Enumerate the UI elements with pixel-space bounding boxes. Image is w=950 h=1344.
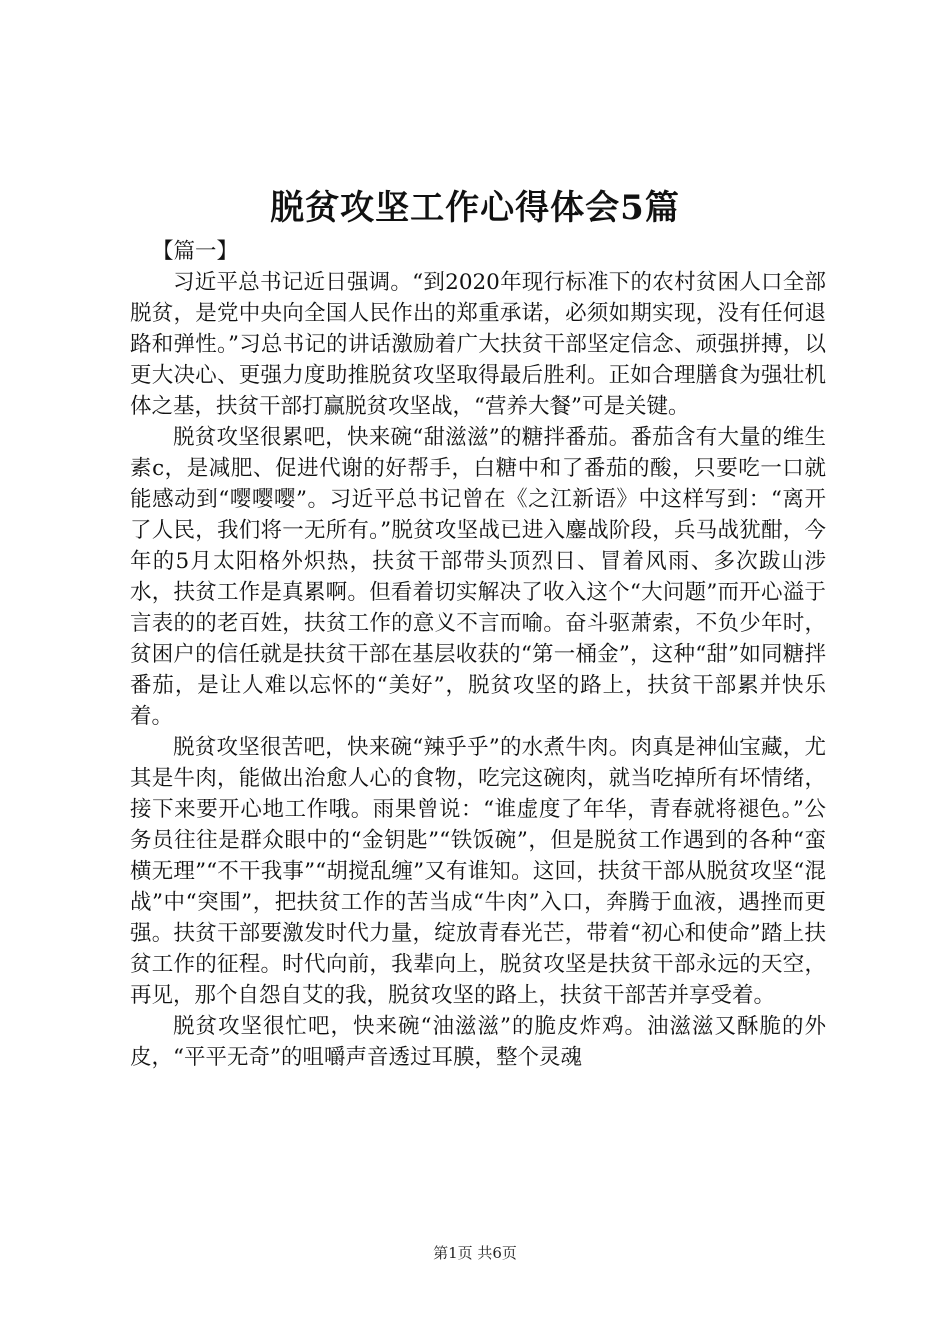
- document-title: 脱贫攻坚工作心得体会5篇: [270, 188, 680, 228]
- paragraph-2: 脱贫攻坚很累吧，快来碗“甜滋滋”的糖拌番茄。番茄含有大量的维生素c，是减肥、促进代谢的好帮手，白糖中和了番茄的酸，只要吃一口就能感动到“嘤嘤嘤”。习近平总书记曾在《之江新语》中这样写到：“离开了人民，我们将一无所有。”脱贫攻坚战已进入鏖战阶段，兵马战犹酣，今年的5月太阳格外炽热，扶贫干部带头顶烈日、冒着风雨、多次跋山涉水，扶贫工作是真累啊。但看着切实解决了收入这个“大问题”而开心溢于言表的的老百姓，扶贫工作的意义不言而喻。奋斗驱萧索，不负少年时，贫困户的信任就是扶贫干部在基层收获的“第一桶金”，这种“甜”如同糖拌番茄，是让人难以忘怀的“美好”，脱贫攻坚的路上，扶贫干部累并快乐着。: [130, 425, 826, 729]
- document-body: [130, 236, 826, 1073]
- paragraph-1: 习近平总书记近日强调。“到2020年现行标准下的农村贫困人口全部脱贫，是党中央向全国人民作出的郑重承诺，必须如期实现，没有任何退路和弹性。”习总书记的讲话激励着广大扶贫干部坚定信念、顽强拼搏，以更大决心、更强力度助推脱贫攻坚取得最后胜利。正如合理膳食为强壮机体之基，扶贫干部打赢脱贫攻坚战，“营养大餐”可是关键。: [130, 270, 826, 419]
- paragraph-4: 脱贫攻坚很忙吧，快来碗“油滋滋”的脆皮炸鸡。油滋滋又酥脆的外皮，“平平无奇”的咀嚼声音透过耳膜，整个灵魂: [130, 1014, 826, 1070]
- page-footer: 第1页 共6页: [433, 1244, 517, 1262]
- section-label: 【篇一】: [152, 239, 239, 264]
- paragraph-3: 脱贫攻坚很苦吧，快来碗“辣乎乎”的水煮牛肉。肉真是神仙宝藏，尤其是牛肉，能做出治愈人心的食物，吃完这碗肉，就当吃掉所有坏情绪，接下来要开心地工作哦。雨果曾说：“谁虚度了年华，青春就将褪色。”公务员往往是群众眼中的“金钥匙”“铁饭碗”，但是脱贫工作遇到的各种“蛮横无理”“不干我事”“胡搅乱缠”又有谁知。这回，扶贫干部从脱贫攻坚“混战”中“突围”，把扶贫工作的苦当成“牛肉”入口，奔腾于血液，遇挫而更强。扶贫干部要激发时代力量，绽放青春光芒，带着“初心和使命”踏上扶贫工作的征程。时代向前，我辈向上，脱贫攻坚是扶贫干部永远的天空，再见，那个自怨自艾的我，脱贫攻坚的路上，扶贫干部苦并享受着。: [130, 735, 826, 1008]
